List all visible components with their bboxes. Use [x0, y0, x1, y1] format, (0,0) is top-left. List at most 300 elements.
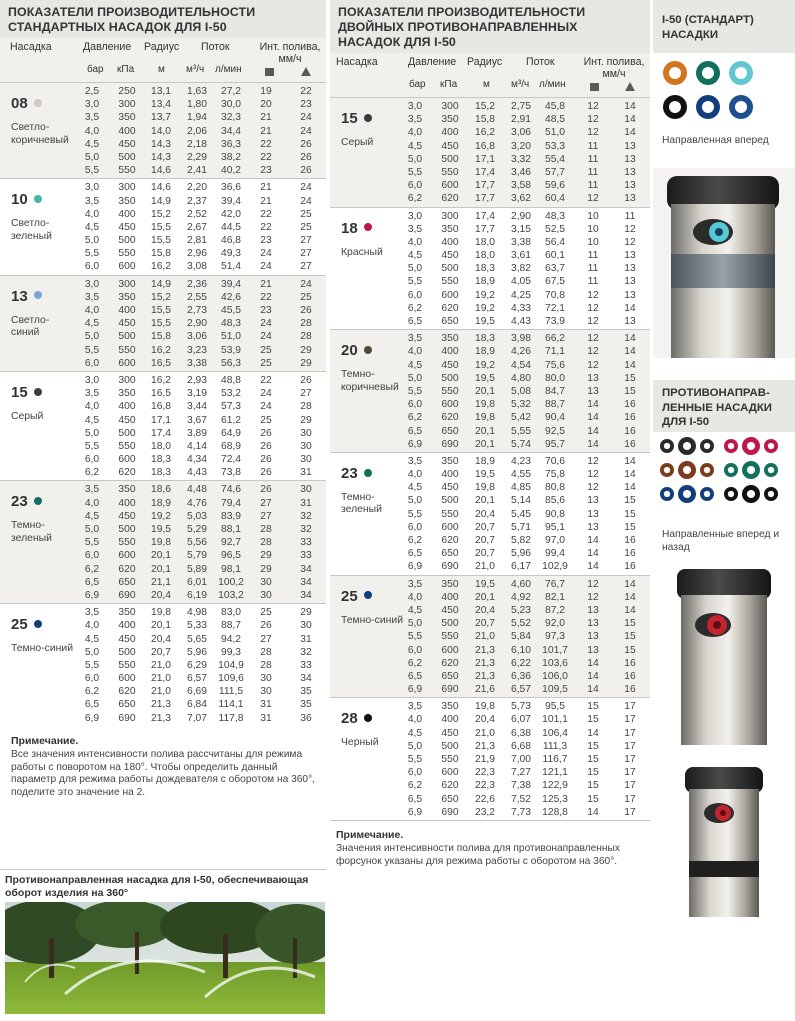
table-cell: 24 — [300, 278, 312, 290]
nozzle-color-name: Светло-зеленый — [11, 218, 52, 242]
table-cell: 690 — [441, 806, 459, 818]
table-cell: 30 — [300, 454, 312, 466]
table-cell: 16 — [624, 657, 636, 669]
table-cell: 6,9 — [407, 561, 423, 573]
table-row — [0, 685, 326, 698]
table-cell: 70,8 — [544, 289, 566, 301]
unit-kpa: кПа — [117, 64, 135, 75]
table-cell: 95,7 — [544, 438, 566, 450]
table-cell: 14 — [624, 359, 636, 371]
unit-m: м — [483, 79, 490, 90]
table-cell: 6,10 — [510, 644, 532, 656]
table-row — [0, 374, 326, 387]
table-row — [0, 357, 326, 370]
table-cell: 350 — [118, 484, 136, 496]
table-cell: 24 — [260, 388, 272, 400]
table-row — [330, 630, 650, 643]
table-cell: 5,23 — [510, 604, 532, 616]
table-cell: 21 — [260, 195, 272, 207]
table-cell: 12 — [587, 193, 599, 205]
table-cell: 4,5 — [407, 140, 423, 152]
table-cell: 19,2 — [150, 510, 172, 522]
table-cell: 28 — [260, 646, 272, 658]
table-cell: 350 — [441, 578, 459, 590]
table-cell: 21,3 — [474, 644, 496, 656]
table-cell: 6,0 — [84, 357, 100, 369]
table-cell: 16 — [624, 548, 636, 560]
table-row — [330, 223, 650, 236]
table-cell: 2,93 — [186, 374, 208, 386]
table-cell: 4,5 — [407, 250, 423, 262]
table-cell: 650 — [441, 548, 459, 560]
table-cell: 20,4 — [474, 714, 496, 726]
table-cell: 26 — [300, 374, 312, 386]
table-cell: 13,7 — [150, 112, 172, 124]
table-cell: 500 — [441, 495, 459, 507]
nozzle-number: 25 — [341, 587, 358, 605]
standard-nozzle-rings — [653, 61, 795, 131]
table-cell: 650 — [441, 793, 459, 805]
table-cell: 3,62 — [510, 193, 532, 205]
table-row — [0, 576, 326, 589]
table-cell: 400 — [441, 591, 459, 603]
table-cell: 12 — [624, 223, 636, 235]
table-cell: 116,7 — [542, 754, 568, 765]
table-cell: 3,0 — [407, 101, 423, 112]
table-cell: 13 — [587, 508, 599, 520]
table-cell: 5,5 — [84, 248, 100, 260]
table-cell: 1,63 — [186, 86, 208, 97]
table-cell: 6,9 — [407, 806, 423, 818]
table-cell: 15 — [624, 372, 636, 384]
table-cell: 29 — [260, 563, 272, 575]
table-cell: 45,8 — [544, 101, 566, 112]
table-cell: 3,06 — [186, 331, 208, 343]
nozzle-number: 13 — [11, 287, 28, 305]
table-cell: 3,5 — [84, 195, 100, 207]
table-cell: 27 — [300, 388, 312, 400]
table-row — [330, 578, 650, 591]
table-cell: 88,1 — [220, 524, 242, 535]
table-cell: 13 — [587, 521, 599, 533]
nozzle-group-18 — [330, 207, 650, 330]
table-cell: 5,5 — [407, 508, 423, 520]
table-cell: 26 — [260, 454, 272, 466]
table-cell: 20,7 — [474, 535, 496, 546]
table-cell: 6,69 — [186, 686, 208, 698]
table-cell: 27 — [260, 510, 272, 522]
table-cell: 400 — [118, 208, 136, 220]
nozzle-group-23 — [330, 452, 650, 575]
table-cell: 114,1 — [218, 699, 244, 711]
table-cell: 3,32 — [510, 153, 532, 165]
table-cell: 2,90 — [186, 318, 208, 330]
table-cell: 12 — [587, 469, 599, 481]
table-cell: 21,0 — [150, 686, 172, 698]
table-cell: 2,96 — [186, 248, 208, 260]
counter-note-heading: Примечание. — [336, 828, 404, 841]
nozzle-ring-hole — [747, 466, 755, 474]
nozzle-color-name: Темно-зеленый — [11, 520, 52, 545]
nozzle-ring-hole — [702, 101, 714, 113]
table-cell: 22,3 — [474, 767, 496, 779]
standard-note-text: Все значения интенсивности полива рассчитаны для режима работы с поворотом на 180°. Чтобы определить данный параметр для режима работы дождевателя с оборотом на 360°, поделите это значение на 2. — [11, 748, 315, 799]
table-cell: 4,98 — [186, 607, 208, 619]
table-row — [0, 247, 326, 260]
unit-bar: бар — [409, 79, 426, 90]
table-cell: 17 — [624, 754, 636, 765]
table-cell: 23 — [300, 99, 312, 111]
table-cell: 57,3 — [220, 401, 242, 413]
table-cell: 21,3 — [474, 657, 496, 669]
table-cell: 7,00 — [510, 754, 532, 765]
col-rate: Инт. полива, мм/ч — [259, 41, 321, 65]
table-cell: 26 — [260, 467, 272, 479]
table-cell: 30 — [300, 620, 312, 632]
table-cell: 17 — [624, 806, 636, 818]
table-cell: 5,42 — [510, 412, 532, 424]
standard-nozzles-title: I-50 (СТАНДАРТ) НАСАДКИ — [653, 0, 795, 53]
table-cell: 13 — [624, 316, 636, 327]
table-cell: 4,0 — [407, 346, 423, 358]
table-cell: 14 — [587, 727, 599, 739]
table-cell: 5,29 — [186, 524, 208, 535]
table-cell: 14 — [587, 561, 599, 573]
table-cell: 29 — [300, 344, 312, 356]
table-cell: 73,8 — [220, 467, 242, 479]
table-cell: 20,1 — [474, 495, 496, 507]
table-cell: 34 — [300, 589, 312, 601]
table-cell: 21 — [260, 182, 272, 194]
nozzle-ring-hole — [664, 467, 670, 473]
table-cell: 2,75 — [510, 101, 532, 112]
table-cell: 450 — [118, 138, 136, 150]
nozzle-ring-hole — [728, 443, 734, 449]
table-cell: 5,96 — [186, 646, 208, 658]
nozzle-color-name: Темно-синий — [341, 614, 404, 626]
table-cell: 5,79 — [186, 550, 208, 562]
table-cell: 600 — [441, 767, 459, 779]
table-cell: 2,29 — [186, 151, 208, 163]
table-cell: 52,5 — [544, 223, 566, 235]
table-cell: 6,2 — [84, 686, 100, 698]
table-row — [330, 359, 650, 372]
table-cell: 19,8 — [150, 537, 172, 549]
table-cell: 16,5 — [150, 357, 172, 369]
table-cell: 13 — [587, 631, 599, 643]
col-radius: Радиус — [144, 41, 180, 53]
table-cell: 350 — [441, 223, 459, 235]
table-cell: 400 — [118, 401, 136, 413]
table-row — [330, 385, 650, 398]
unit-lmin: л/мин — [539, 79, 566, 90]
table-row — [0, 234, 326, 247]
table-cell: 22 — [260, 138, 272, 150]
table-cell: 17 — [624, 714, 636, 726]
counter-nozzle-rings — [653, 434, 795, 510]
table-cell: 48,5 — [544, 114, 566, 126]
table-cell: 32 — [300, 646, 312, 658]
table-cell: 20,4 — [150, 589, 172, 601]
counter-note-text: Значения интенсивности полива для противонаправленных форсунок указаны для режима работы с оборотом на 360°. — [336, 842, 620, 867]
table-row — [330, 591, 650, 604]
table-cell: 14 — [587, 535, 599, 546]
nozzle-ring-hole — [702, 67, 714, 79]
table-cell: 14 — [624, 346, 636, 358]
table-cell: 4,23 — [510, 455, 532, 467]
table-row — [0, 523, 326, 536]
table-cell: 500 — [441, 740, 459, 752]
nozzle-ring-hole — [768, 491, 774, 497]
table-row — [0, 208, 326, 221]
table-cell: 4,5 — [407, 482, 423, 494]
table-row — [0, 317, 326, 330]
table-cell: 13 — [624, 166, 636, 178]
table-cell: 17,1 — [474, 153, 496, 165]
table-cell: 18,9 — [474, 276, 496, 288]
col-radius: Радиус — [467, 56, 503, 68]
table-cell: 15 — [587, 780, 599, 792]
table-cell: 23 — [260, 165, 272, 177]
table-cell: 13 — [624, 289, 636, 301]
table-cell: 70,6 — [544, 455, 566, 467]
table-cell: 14 — [624, 604, 636, 616]
table-cell: 39,4 — [220, 195, 242, 207]
standard-nozzles-section — [0, 0, 326, 899]
table-cell: 26 — [300, 305, 312, 316]
table-cell: 620 — [441, 535, 459, 546]
table-cell: 83,0 — [220, 607, 242, 619]
table-cell: 67,5 — [544, 276, 566, 288]
table-cell: 350 — [118, 112, 136, 124]
table-cell: 15,5 — [150, 235, 172, 247]
triangle-spacing-icon — [625, 82, 635, 94]
table-cell: 600 — [118, 550, 136, 562]
table-cell: 250 — [118, 86, 136, 97]
table-cell: 14,3 — [150, 151, 172, 163]
table-cell: 6,0 — [407, 767, 423, 779]
nozzle-ring-hole — [704, 491, 710, 497]
table-cell: 20,1 — [474, 438, 496, 450]
table-cell: 19,5 — [150, 524, 172, 535]
table-cell: 3,82 — [510, 263, 532, 275]
table-cell: 6,5 — [407, 425, 423, 437]
table-cell: 22 — [260, 221, 272, 233]
table-cell: 17 — [624, 701, 636, 713]
counter-table-title: ПОКАЗАТЕЛИ ПРОИЗВОДИТЕЛЬНОСТИ ДВОЙНЫХ ПРОТИВОНАПРАВЛЕННЫХ НАСАДОК ДЛЯ I-50 — [330, 0, 650, 53]
table-cell: 5,0 — [84, 331, 100, 343]
nozzle-ring-hole — [747, 442, 755, 450]
standard-nozzle-caption: Направленная вперед — [662, 135, 769, 146]
table-row — [330, 236, 650, 249]
table-cell: 61,2 — [220, 414, 242, 426]
table-row — [330, 793, 650, 806]
table-cell: 5,5 — [407, 166, 423, 178]
table-cell: 28 — [260, 524, 272, 535]
table-cell: 7,38 — [510, 780, 532, 792]
table-cell: 4,0 — [84, 208, 100, 220]
table-cell: 13 — [624, 193, 636, 205]
table-cell: 3,5 — [407, 333, 423, 345]
table-cell: 13 — [624, 276, 636, 288]
table-cell: 13 — [587, 644, 599, 656]
table-cell: 13 — [587, 385, 599, 397]
table-cell: 18,0 — [474, 250, 496, 262]
table-cell: 14 — [587, 399, 599, 411]
table-cell: 600 — [441, 399, 459, 411]
nozzle-ring-hole — [768, 443, 774, 449]
table-cell: 31 — [260, 699, 272, 711]
table-row — [330, 547, 650, 560]
table-cell: 3,0 — [84, 182, 100, 194]
table-cell: 6,5 — [84, 699, 100, 711]
table-cell: 5,14 — [510, 495, 532, 507]
table-cell: 27 — [300, 248, 312, 260]
nozzle-group-13 — [0, 275, 326, 371]
table-row — [330, 508, 650, 521]
nozzle-color-name: Серый — [341, 137, 374, 148]
table-cell: 16,2 — [150, 261, 172, 273]
table-cell: 27 — [260, 497, 272, 509]
table-cell: 14 — [587, 412, 599, 424]
table-cell: 5,0 — [407, 740, 423, 752]
table-cell: 103,6 — [542, 657, 568, 669]
table-cell: 19,8 — [474, 412, 496, 424]
table-row — [0, 619, 326, 632]
table-cell: 4,14 — [186, 440, 208, 452]
table-cell: 3,20 — [510, 140, 532, 152]
table-cell: 16 — [624, 438, 636, 450]
table-cell: 13 — [587, 618, 599, 630]
table-cell: 19,2 — [474, 302, 496, 314]
table-cell: 71,1 — [544, 346, 566, 358]
table-cell: 13 — [587, 495, 599, 507]
table-cell: 690 — [441, 438, 459, 450]
table-cell: 5,5 — [84, 165, 100, 177]
nozzle-group-25 — [330, 575, 650, 698]
table-row — [0, 304, 326, 317]
table-cell: 18,0 — [150, 440, 172, 452]
nozzle-color-name: Темно-зеленый — [341, 491, 382, 516]
table-cell: 63,7 — [544, 263, 566, 275]
table-cell: 14,6 — [150, 165, 172, 177]
table-cell: 11 — [587, 166, 599, 178]
table-cell: 53,3 — [544, 140, 566, 152]
standard-note — [0, 726, 326, 800]
nozzle-group-23 — [0, 480, 326, 603]
table-row — [0, 633, 326, 646]
table-cell: 450 — [441, 604, 459, 616]
table-cell: 6,57 — [186, 673, 208, 685]
table-cell: 20 — [260, 99, 272, 111]
table-cell: 17 — [624, 740, 636, 752]
table-cell: 84,7 — [544, 385, 566, 397]
table-cell: 5,0 — [407, 618, 423, 630]
table-row — [0, 646, 326, 659]
table-cell: 6,2 — [407, 193, 423, 205]
table-cell: 650 — [118, 576, 136, 588]
table-cell: 350 — [441, 114, 459, 126]
table-cell: 99,4 — [544, 548, 566, 560]
table-row — [330, 455, 650, 468]
nozzle-number: 15 — [341, 110, 358, 127]
table-cell: 450 — [441, 482, 459, 494]
table-cell: 12 — [587, 482, 599, 494]
table-cell: 76,7 — [544, 578, 566, 590]
table-cell: 32,3 — [220, 112, 242, 124]
table-cell: 6,9 — [84, 589, 100, 601]
table-cell: 6,57 — [510, 684, 532, 696]
table-cell: 15,8 — [150, 331, 172, 343]
table-cell: 31 — [260, 712, 272, 724]
table-cell: 64,9 — [220, 427, 242, 439]
table-cell: 6,84 — [186, 699, 208, 711]
table-cell: 36,6 — [220, 182, 242, 194]
table-cell: 2,73 — [186, 305, 208, 316]
counter-nozzle-caption: Направленные вперед и назад — [662, 529, 780, 553]
table-cell: 30 — [300, 427, 312, 439]
table-cell: 690 — [118, 589, 136, 601]
table-cell: 28 — [260, 659, 272, 671]
table-cell: 35 — [300, 699, 312, 711]
table-cell: 28 — [260, 537, 272, 549]
table-row — [330, 126, 650, 139]
table-cell: 2,18 — [186, 138, 208, 150]
table-row — [330, 534, 650, 547]
table-cell: 20,1 — [150, 563, 172, 575]
table-cell: 19,8 — [474, 399, 496, 411]
table-cell: 75,6 — [544, 359, 566, 371]
table-cell: 39,4 — [220, 278, 242, 290]
table-cell: 4,92 — [510, 591, 532, 603]
table-cell: 34 — [300, 673, 312, 685]
table-cell: 18,3 — [150, 467, 172, 479]
table-cell: 2,37 — [186, 195, 208, 207]
table-cell: 26 — [260, 440, 272, 452]
col-nozzle: Насадка — [10, 41, 52, 53]
table-cell: 95,1 — [544, 521, 566, 533]
table-cell: 98,1 — [220, 563, 242, 575]
table-cell: 300 — [118, 374, 136, 386]
table-cell: 15 — [624, 495, 636, 507]
table-cell: 6,22 — [510, 657, 532, 669]
table-row — [330, 275, 650, 288]
table-cell: 5,0 — [84, 235, 100, 247]
unit-m3h: м³/ч — [186, 64, 205, 75]
nozzle-number: 15 — [11, 383, 28, 401]
standard-table-header — [0, 38, 326, 82]
table-row — [0, 387, 326, 400]
table-cell: 24 — [300, 195, 312, 207]
table-cell: 3,23 — [186, 344, 208, 356]
table-cell: 14 — [624, 127, 636, 139]
table-cell: 5,5 — [407, 631, 423, 643]
table-cell: 5,32 — [510, 399, 532, 411]
table-row — [330, 700, 650, 713]
table-cell: 14 — [587, 684, 599, 696]
table-cell: 620 — [118, 686, 136, 698]
nozzle-ring-hole — [664, 443, 670, 449]
table-cell: 550 — [441, 754, 459, 765]
table-cell: 400 — [441, 127, 459, 139]
table-cell: 24 — [260, 261, 272, 273]
table-cell: 102,9 — [542, 561, 568, 573]
table-cell: 21,0 — [474, 631, 496, 643]
unit-m3h: м³/ч — [511, 79, 530, 90]
table-cell: 101,7 — [542, 644, 568, 656]
table-cell: 3,5 — [84, 291, 100, 303]
table-cell: 450 — [118, 633, 136, 645]
